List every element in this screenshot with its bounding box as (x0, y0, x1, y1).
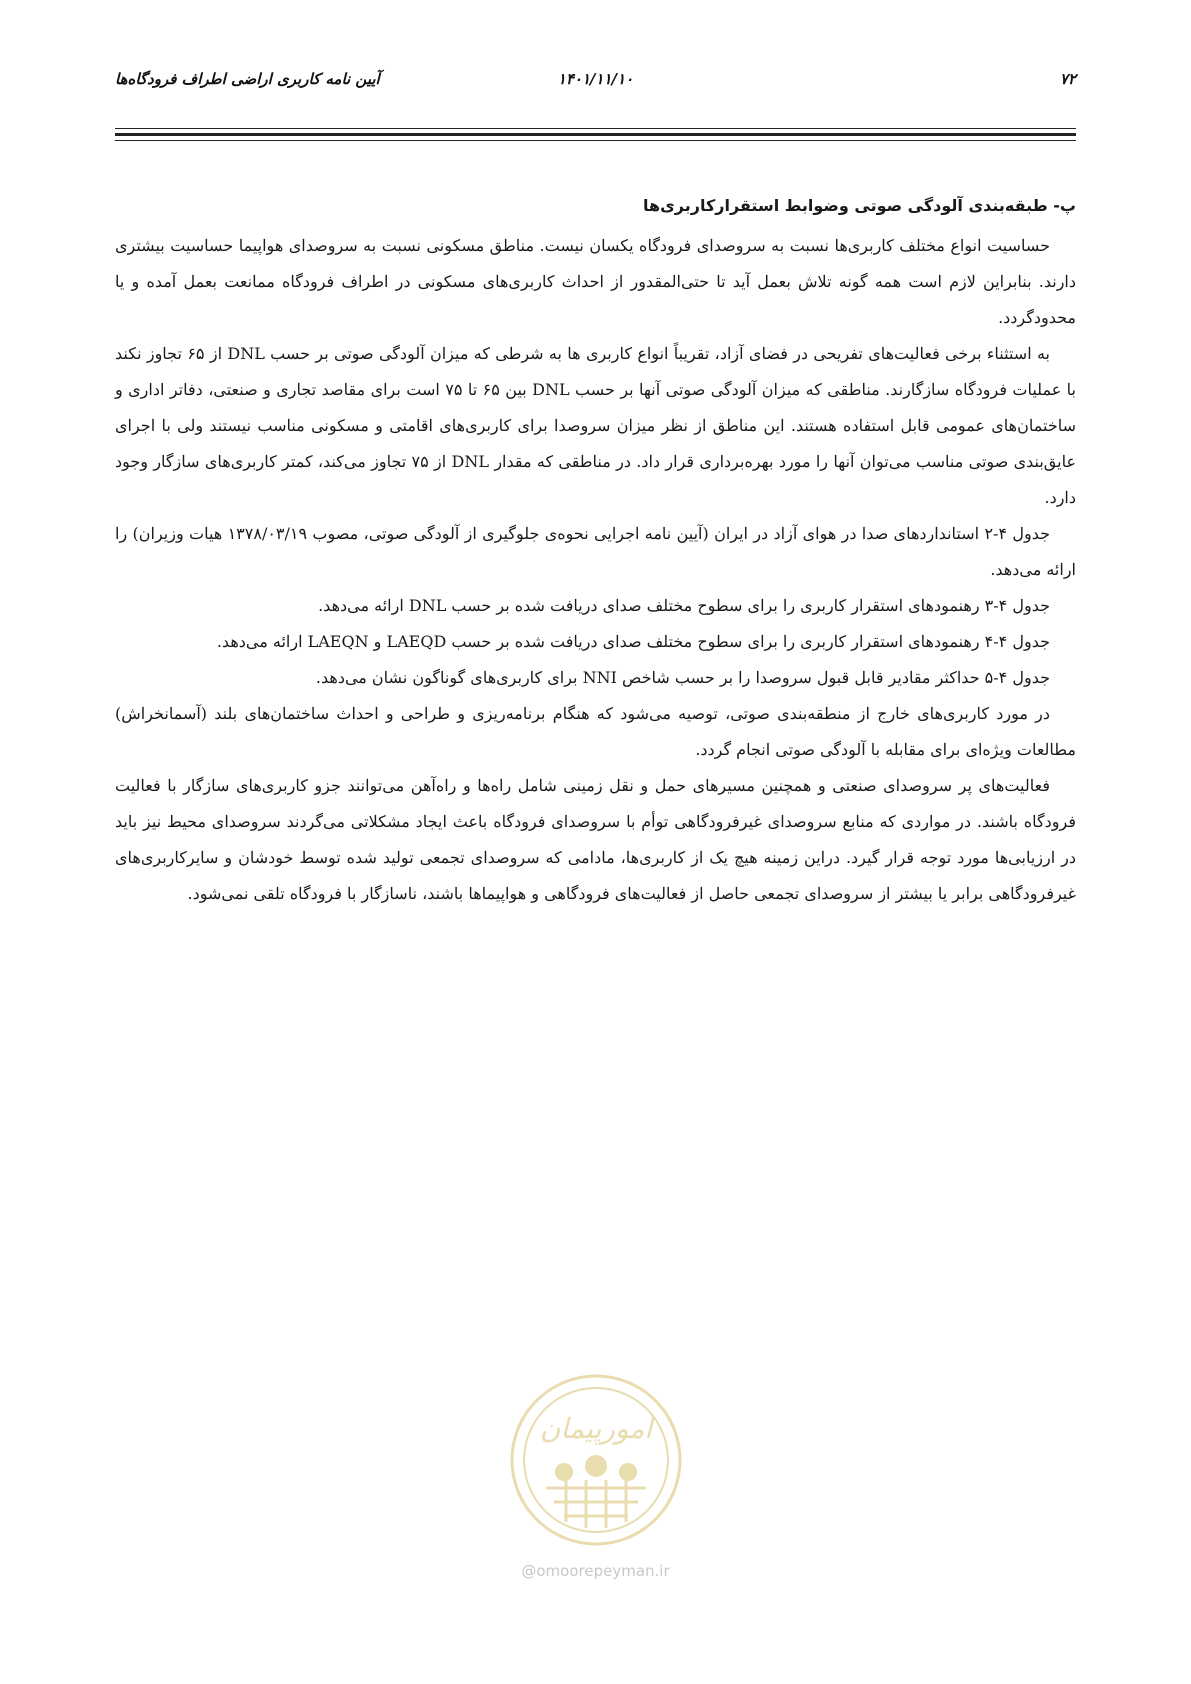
paragraph-3: جدول ۴-۲ استانداردهای صدا در هوای آزاد در ایران (آیین نامه اجرایی نحوه‌ی جلوگیری از آلودگی صوتی، مصوب ۱۳۷۸/۰۳/۱۹ هیات وزیران) را ارائه می‌دهد. (115, 524, 1076, 579)
paragraph-7: در مورد کاربری‌های خارج از منطقه‌بندی صوتی، توصیه می‌شود که هنگام برنامه‌ریزی و طراحی و احداث ساختمان‌های بلند (آسمانخراش) مطالعات ویژه‌ای برای مقابله با آلودگی صوتی انجام گردد. (115, 704, 1076, 759)
header-divider-top (115, 128, 1076, 129)
paragraph-5: جدول ۴-۴ رهنمودهای استقرار کاربری را برای سطوح مختلف صدای دریافت شده بر حسب LAEQD و LAEQN ارائه می‌دهد. (216, 632, 1050, 651)
paragraph-8: فعالیت‌های پر سروصدای صنعتی و همچنین مسیرهای حمل و نقل زمینی شامل راه‌ها و راه‌آهن می‌توانند جزو کاربری‌های سازگار با فعالیت فرودگاه باشند. در مواردی که منابع سروصدای غیرفرودگاهی توأم با سروصدای فرودگاه باعث ایجاد مشکلاتی می‌گردند سروصدای محیط نیز باید در ارزیابی‌ها مورد توجه قرار گیرد. دراین زمینه هیچ یک از کاربری‌ها، مادامی که سروصدای تجمعی تولید شده توسط خودشان و سایرکاربری‌های غیرفرودگاهی برابر یا بیشتر از سروصدای تجمعی حاصل از فعالیت‌های فرودگاهی و هواپیماها باشند، ناسازگار با فرودگاه تلقی نمی‌شود. (115, 776, 1077, 903)
paragraph-6: جدول ۴-۵ حداکثر مقادیر قابل قبول سروصدا را بر حسب شاخص NNI برای کاربری‌های گوناگون نشان می‌دهد. (315, 668, 1050, 687)
paragraph-1: حساسیت انواع مختلف کاربری‌ها نسبت به سروصدای فرودگاه یکسان نیست. مناطق مسکونی نسبت به سروصدای هواپیما حساسیت بیشتری دارند. بنابراین لازم است همه گونه تلاش بعمل آید تا حتی‌المقدور از احداث کاربری‌های مسکونی در اطراف فرودگاه ممانعت بعمل آمده و یا محدودگردد. (115, 236, 1076, 327)
page-header (115, 70, 1076, 104)
paragraph-4: جدول ۴-۳ رهنمودهای استقرار کاربری را برای سطوح مختلف صدای دریافت شده بر حسب DNL ارائه می‌دهد. (318, 596, 1050, 615)
header-divider-thick (115, 133, 1076, 136)
paragraph-2: به استثناء برخی فعالیت‌های تفریحی در فضای آزاد، تقریباً انواع کاربری ها به شرطی که میزان آلودگی صوتی بر حسب DNL از ۶۵ تجاوز نکند با عملیات فرودگاه سازگارند. مناطقی که میزان آلودگی صوتی آنها بر حسب DNL بین ۶۵ تا ۷۵ است برای مقاصد تجاری و صنعتی، دفاتر اداری و ساختمان‌های عمومی قابل استفاده هستند. این مناطق از نظر میزان سروصدا برای کاربری‌های اقامتی و مسکونی مناسب نیستند ولی با اجرای عایق‌بندی صوتی مناسب می‌توان آنها را مورد بهره‌برداری قرار داد. در مناطقی که مقدار DNL از ۷۵ تجاوز می‌کند، کمتر کاربری‌های سازگار وجود دارد. (115, 344, 1077, 507)
page-number: ۷۲ (1059, 70, 1076, 88)
seal-logo-text: امورپیمان (539, 1412, 652, 1445)
header-document-title: آیین نامه کاربری اراضی اطراف فرودگاه‌ها (115, 70, 380, 88)
section-heading: پ- طبقه‌بندی آلودگی صوتی وضوابط استقرارکاربری‌ها (643, 196, 1076, 215)
header-date: ۱۴۰۱/۱۱/۱۰ (557, 70, 634, 88)
watermark-url: @omoorepeyman.ir (521, 1562, 670, 1580)
section-body (115, 188, 1076, 912)
header-divider-bottom (115, 140, 1076, 141)
seal-logo-icon (506, 1370, 686, 1550)
